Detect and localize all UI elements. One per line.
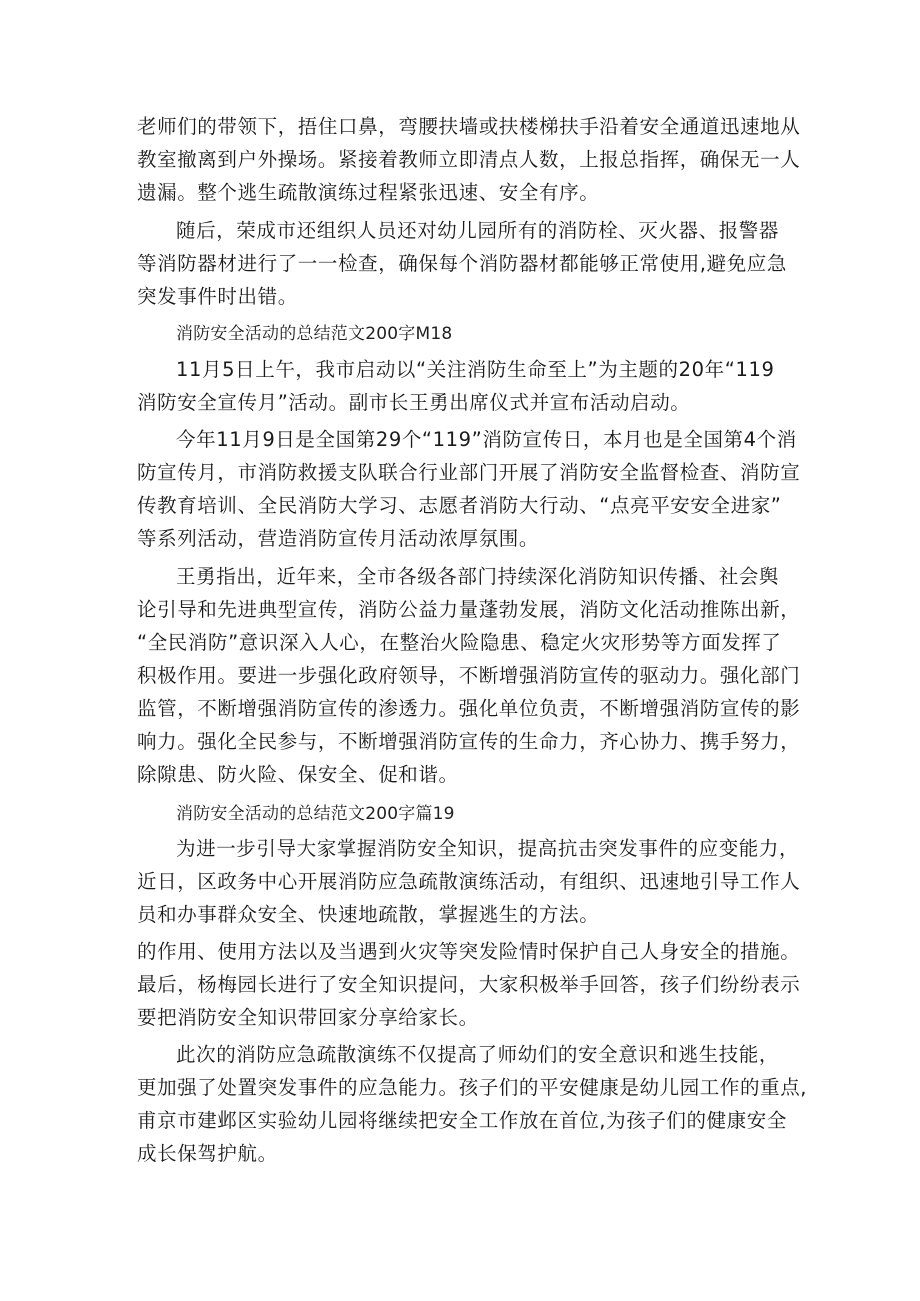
- text-line: 积极作用。要进一步强化政府领导，不断增强消防宣传的驱动力。强化部门: [137, 664, 801, 687]
- text-line: 等系列活动，营造消防宣传月活动浓厚氛围。: [137, 527, 540, 550]
- text-line: 的作用、使用方法以及当遇到火灾等突发险情时保护自己人身安全的措施。: [137, 940, 801, 963]
- text-line: 老师们的带领下，捂住口鼻，弯腰扶墙或扶楼梯扶手沿着安全通道迅速地从: [137, 115, 801, 138]
- text-line: 11月5日上午，我市启动以“关注消防生命至上”为主题的20年“119: [176, 358, 775, 381]
- section-heading-18: 消防安全活动的总结范文200字M18: [176, 324, 453, 344]
- text-line: 今年11月9日是全国第29个“119”消防宣传日，本月也是全国第4个消: [176, 428, 797, 451]
- text-line: 随后，荣成市还组织人员还对幼儿园所有的消防栓、灭火器、报警器: [176, 219, 780, 242]
- paragraph-speech: [137, 560, 801, 791]
- text-line: 突发事件时出错。: [137, 285, 298, 308]
- text-line: 教室撤离到户外操场。紧接着教师立即清点人数，上报总指挥，确保无一人: [137, 148, 801, 171]
- text-line: 论引导和先进典型宣传，消防公益力量蓬勃发展，消防文化活动推陈出新，: [137, 598, 801, 621]
- paragraph-knowledge: [137, 935, 801, 1034]
- text-line: 甫京市建邺区实验幼儿园将继续把安全工作放在首位,为孩子们的健康安全: [137, 1109, 787, 1132]
- text-line: 王勇指出，近年来，全市各级各部门持续深化消防知识传播、社会舆: [176, 565, 780, 588]
- text-line: “全民消防”意识深入人心，在整治火险隐患、稳定火灾形势等方面发挥了: [137, 631, 782, 654]
- paragraph-publicity-month: [137, 423, 801, 555]
- paragraph-drill: [137, 832, 801, 931]
- text-line: 成长保驾护航。: [137, 1142, 278, 1165]
- paragraph-evacuation: [137, 110, 801, 209]
- paragraph-conclusion: [137, 1038, 808, 1170]
- text-line: 监管，不断增强消防宣传的渗透力。强化单位负责，不断增强消防宣传的影: [137, 697, 801, 720]
- text-line: 近日，区政务中心开展消防应急疏散演练活动，有组织、迅速地引导工作人: [137, 870, 801, 893]
- text-line: 更加强了处置突发事件的应急能力。孩子们的平安健康是幼儿园工作的重点,: [137, 1076, 808, 1099]
- section-heading-19: 消防安全活动的总结范文200字篇19: [176, 804, 455, 824]
- paragraph-launch: [137, 353, 797, 419]
- text-line: 响力。强化全民参与，不断增强消防宣传的生命力，齐心协力、携手努力，: [137, 730, 801, 753]
- paragraph-equipment-check: [137, 214, 797, 313]
- text-line: 员和办事群众安全、快速地疏散，掌握逃生的方法。: [137, 903, 600, 926]
- text-line: 最后，杨梅园长进行了安全知识提问，大家积极举手回答，孩子们纷纷表示: [137, 973, 801, 996]
- text-line: 遗漏。整个逃生疏散演练过程紧张迅速、安全有序。: [137, 181, 600, 204]
- text-line: 防宣传月，市消防救援支队联合行业部门开展了消防安全监督检查、消防宣: [137, 461, 801, 484]
- text-line: 等消防器材进行了一一检查，确保每个消防器材都能够正常使用,避免应急: [137, 252, 787, 275]
- text-line: 消防安全宣传月”活动。副市长王勇出席仪式并宣布活动启动。: [137, 391, 691, 414]
- text-line: 为进一步引导大家掌握消防安全知识，提高抗击突发事件的应变能力，: [176, 837, 800, 860]
- text-line: 传教育培训、全民消防大学习、志愿者消防大行动、“点亮平安安全进家”: [137, 494, 782, 517]
- text-line: 除隙患、防火险、保安全、促和谐。: [137, 763, 459, 786]
- text-line: 此次的消防应急疏散演练不仅提高了师幼们的安全意识和逃生技能，: [176, 1043, 780, 1066]
- text-line: 要把消防安全知识带回家分享给家长。: [137, 1006, 479, 1029]
